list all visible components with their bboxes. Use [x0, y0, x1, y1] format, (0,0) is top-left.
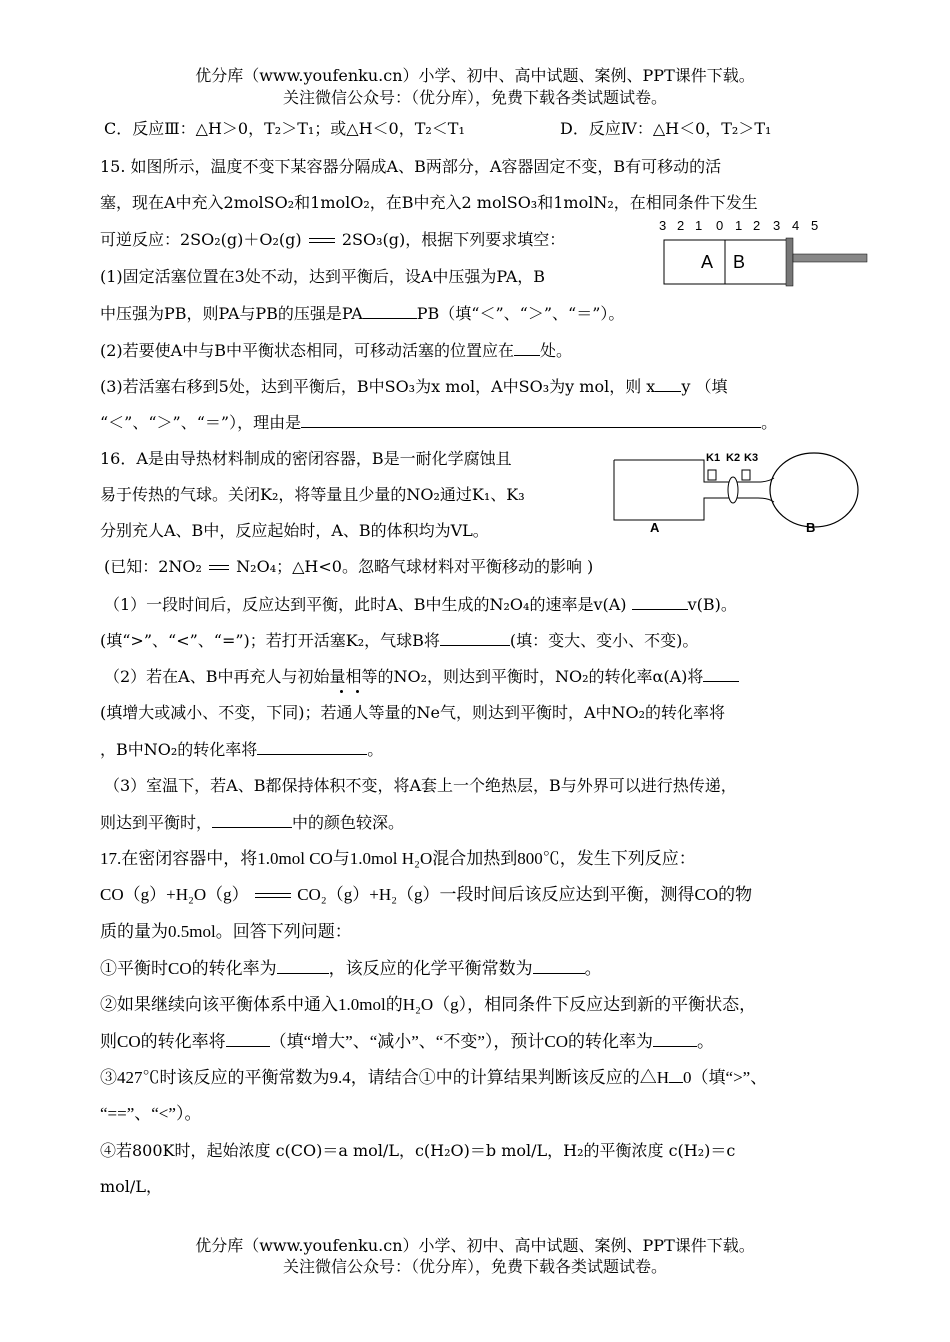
q17-line-4a: ①平衡时CO的转化率为: [100, 959, 277, 978]
q17-line-1: 17.在密闭容器中，将1.0mol CO与1.0mol H₂O混合加热到800℃，发生下列反应：: [100, 849, 696, 868]
q17-line-5: ②如果继续向该平衡体系中通入1.0mol的H₂O（g），相同条件下反应达到新的平衡状态，: [100, 995, 757, 1014]
q17-line-9: ④若800K时，起始浓度 c(CO)＝a mol/L，c(H₂O)＝b mol/L，H₂的平衡浓度 c(H₂)＝c: [100, 1141, 736, 1160]
q16-line-6a: (填“>”、“<”、“=”)；若打开活塞K₂，气球B将: [100, 631, 440, 650]
q16-line-11a: 则达到平衡时，: [100, 813, 213, 832]
q16-line-1: 16．A是由导热材料制成的密闭容器，B是一耐化学腐蚀且: [100, 449, 512, 468]
q16-line-11: [100, 811, 404, 834]
scale-label: 1: [695, 218, 703, 233]
q16-line-5a: （1）一段时间后，反应达到平衡，此时A、B中生成的N₂O₄的速率是v(A): [104, 595, 627, 614]
balloon-b-label: B: [806, 520, 816, 535]
scale-label: 4: [792, 218, 800, 233]
q16-blank-5[interactable]: [212, 811, 292, 828]
valve-k3-label: K3: [744, 452, 759, 464]
q15-line-8a: “＜”、“＞”、“＝”），理由是: [100, 413, 302, 432]
q17-line-6: [100, 1030, 714, 1053]
q17-blank-2[interactable]: [533, 957, 585, 974]
scale-label: 0: [716, 218, 724, 233]
scale-label: 2: [753, 218, 761, 233]
q15-line-7b: y （填: [681, 377, 728, 396]
emphasis-dot: [356, 690, 359, 693]
q14-option-d: D．反应Ⅳ：△H＜0，T₂＞T₁: [560, 119, 772, 138]
q17-line-6c: 。: [697, 1032, 715, 1051]
header-line-2: 关注微信公众号：（优分库），免费下载各类试题试卷。: [282, 88, 667, 107]
q16-blank-1[interactable]: [632, 593, 688, 610]
header-line-1: 优分库（www.youfenku.cn）小学、初中、高中试题、案例、PPT课件下载。: [195, 66, 755, 85]
footer-line-1: 优分库（www.youfenku.cn）小学、初中、高中试题、案例、PPT课件下载。: [195, 1236, 755, 1255]
q17-line-10: mol/L，: [100, 1177, 162, 1196]
q15-blank-2[interactable]: [514, 339, 540, 356]
q15-line-3: [100, 229, 565, 251]
q17-line-2b: CO₂（g）+H₂（g）一段时间后该反应达到平衡，测得CO的物: [297, 885, 753, 904]
q17-line-7: [100, 1066, 767, 1089]
valve-k2-label: K2: [726, 452, 741, 464]
q15-blank-4[interactable]: [301, 411, 761, 428]
scale-label: 3: [659, 218, 667, 233]
q15-line-5a: 中压强为PB，则PA与PB的压强是PA: [100, 304, 363, 323]
q16-line-8: (填增大或减小、不变，下同)；若通人等量的Ne气，则达到平衡时，A中NO₂的转化率将: [100, 703, 726, 722]
q15-line-6a: (2)若要使A中与B中平衡状态相同，可移动活塞的位置应在: [100, 341, 514, 360]
q16-line-9b: 。: [367, 740, 384, 759]
q16-blank-4[interactable]: [257, 738, 367, 755]
q17-line-2a: CO（g）+H₂O（g）: [100, 885, 249, 904]
q17-line-6b: （填“增大”、“减小”、“不变”），预计CO的转化率为: [269, 1032, 654, 1051]
scale-label: 1: [735, 218, 743, 233]
q15-line-4: (1)固定活塞位置在3处不动，达到平衡后，设A中压强为PA，B: [100, 267, 546, 286]
q17-line-7b: 0（填“>”、: [683, 1068, 768, 1087]
q16-line-7: [104, 665, 739, 688]
q17-line-4: [100, 957, 602, 980]
chamber-a-label: A: [701, 252, 714, 272]
q15-line-5: [100, 302, 624, 325]
q15-line-8b: 。: [761, 413, 778, 432]
q16-line-3: 分别充人A、B中，反应起始时，A、B的体积均为VL。: [100, 521, 489, 540]
q17-line-6a: 则CO的转化率将: [100, 1032, 226, 1051]
q17-line-4c: 。: [584, 959, 602, 978]
footer-line-2: 关注微信公众号：（优分库），免费下载各类试题试卷。: [282, 1257, 667, 1276]
q17-blank-5[interactable]: [669, 1066, 683, 1083]
q17-line-4b: ，该反应的化学平衡常数为: [328, 959, 533, 978]
piston-container-figure: [655, 218, 875, 290]
q17-blank-4[interactable]: [653, 1030, 697, 1047]
reversible-arrow-icon: [207, 563, 231, 573]
q15-line-2: 塞，现在A中充入2molSO₂和1molO₂，在B中充入2 molSO₃和1molN₂，在相同条件下发生: [100, 193, 758, 212]
emphasis-dot: [340, 690, 343, 693]
q17-line-3: 质的量为0.5mol。回答下列问题：: [100, 922, 352, 941]
scale-label: 3: [773, 218, 781, 233]
q15-line-8: [100, 411, 777, 434]
q16-blank-2[interactable]: [440, 629, 510, 646]
q14-option-c: C．反应Ⅲ：△H＞0，T₂＞T₁；或△H＜0，T₂＜T₁: [104, 119, 465, 138]
q15-line-6b: 处。: [539, 341, 572, 360]
reversible-arrow-icon: [253, 891, 293, 901]
q15-line-7: [100, 375, 727, 398]
q15-blank-1[interactable]: [363, 302, 417, 319]
q16-line-2: 易于传热的气球。关闭K₂，将等量且少量的NO₂通过K₁、K₃: [100, 485, 525, 504]
q16-line-7a: （2）若在A、B中再充人与初始量相等的NO₂，则达到平衡时，NO₂的转化率α(A)将: [104, 667, 704, 686]
q17-line-7a: ③427℃时该反应的平衡常数为9.4，请结合①中的计算结果判断该反应的△H: [100, 1068, 670, 1087]
q16-line-11b: 中的颜色较深。: [292, 813, 405, 832]
container-balloon-figure: [608, 440, 868, 540]
container-a-label: A: [650, 520, 660, 535]
q16-line-9: [100, 738, 383, 761]
q16-line-4: [104, 556, 593, 578]
valve-k1-label: K1: [706, 452, 721, 464]
piston-drawing: [655, 218, 875, 290]
q16-line-9a: ，B中NO₂的转化率将: [100, 740, 258, 759]
q17-line-2: [100, 884, 752, 906]
chamber-b-label: B: [733, 252, 746, 272]
q17-blank-3[interactable]: [226, 1030, 270, 1047]
q16-line-5: [104, 593, 737, 616]
q16-line-4a: (已知：2NO₂: [104, 557, 202, 576]
q16-line-6b: (填：变大、变小、不变)。: [509, 631, 699, 650]
q17-line-8: “==”、“<”）。: [100, 1104, 202, 1123]
q16-line-5b: v(B)。: [687, 595, 737, 614]
q15-line-5b: PB（填“＜”、“＞”、“＝”）。: [416, 304, 625, 323]
q16-line-10: （3）室温下，若A、B都保持体积不变，将A套上一个绝热层，B与外界可以进行热传递，: [104, 776, 737, 795]
q17-blank-1[interactable]: [277, 957, 329, 974]
scale-label: 2: [677, 218, 685, 233]
q16-blank-3[interactable]: [703, 665, 739, 682]
q15-line-7a: (3)若活塞右移到5处，达到平衡后，B中SO₃为x mol，A中SO₃为y mol，则 x: [100, 377, 656, 396]
q15-line-1: 15. 如图所示，温度不变下某容器分隔成A、B两部分，A容器固定不变，B有可移动的活: [100, 157, 722, 176]
scale-label: 5: [811, 218, 819, 233]
q16-line-4b: N₂O₄；△H<0。忽略气球材料对平衡移动的影响 ): [236, 557, 594, 576]
q15-line-3a: 可逆反应：2SO₂(g)＋O₂(g): [100, 230, 302, 249]
q16-line-6: [100, 629, 698, 652]
reversible-arrow-icon: [307, 236, 337, 246]
q15-line-3b: 2SO₃(g)，根据下列要求填空：: [341, 230, 566, 249]
q15-line-6: [100, 339, 572, 362]
q15-blank-3[interactable]: [655, 375, 681, 392]
